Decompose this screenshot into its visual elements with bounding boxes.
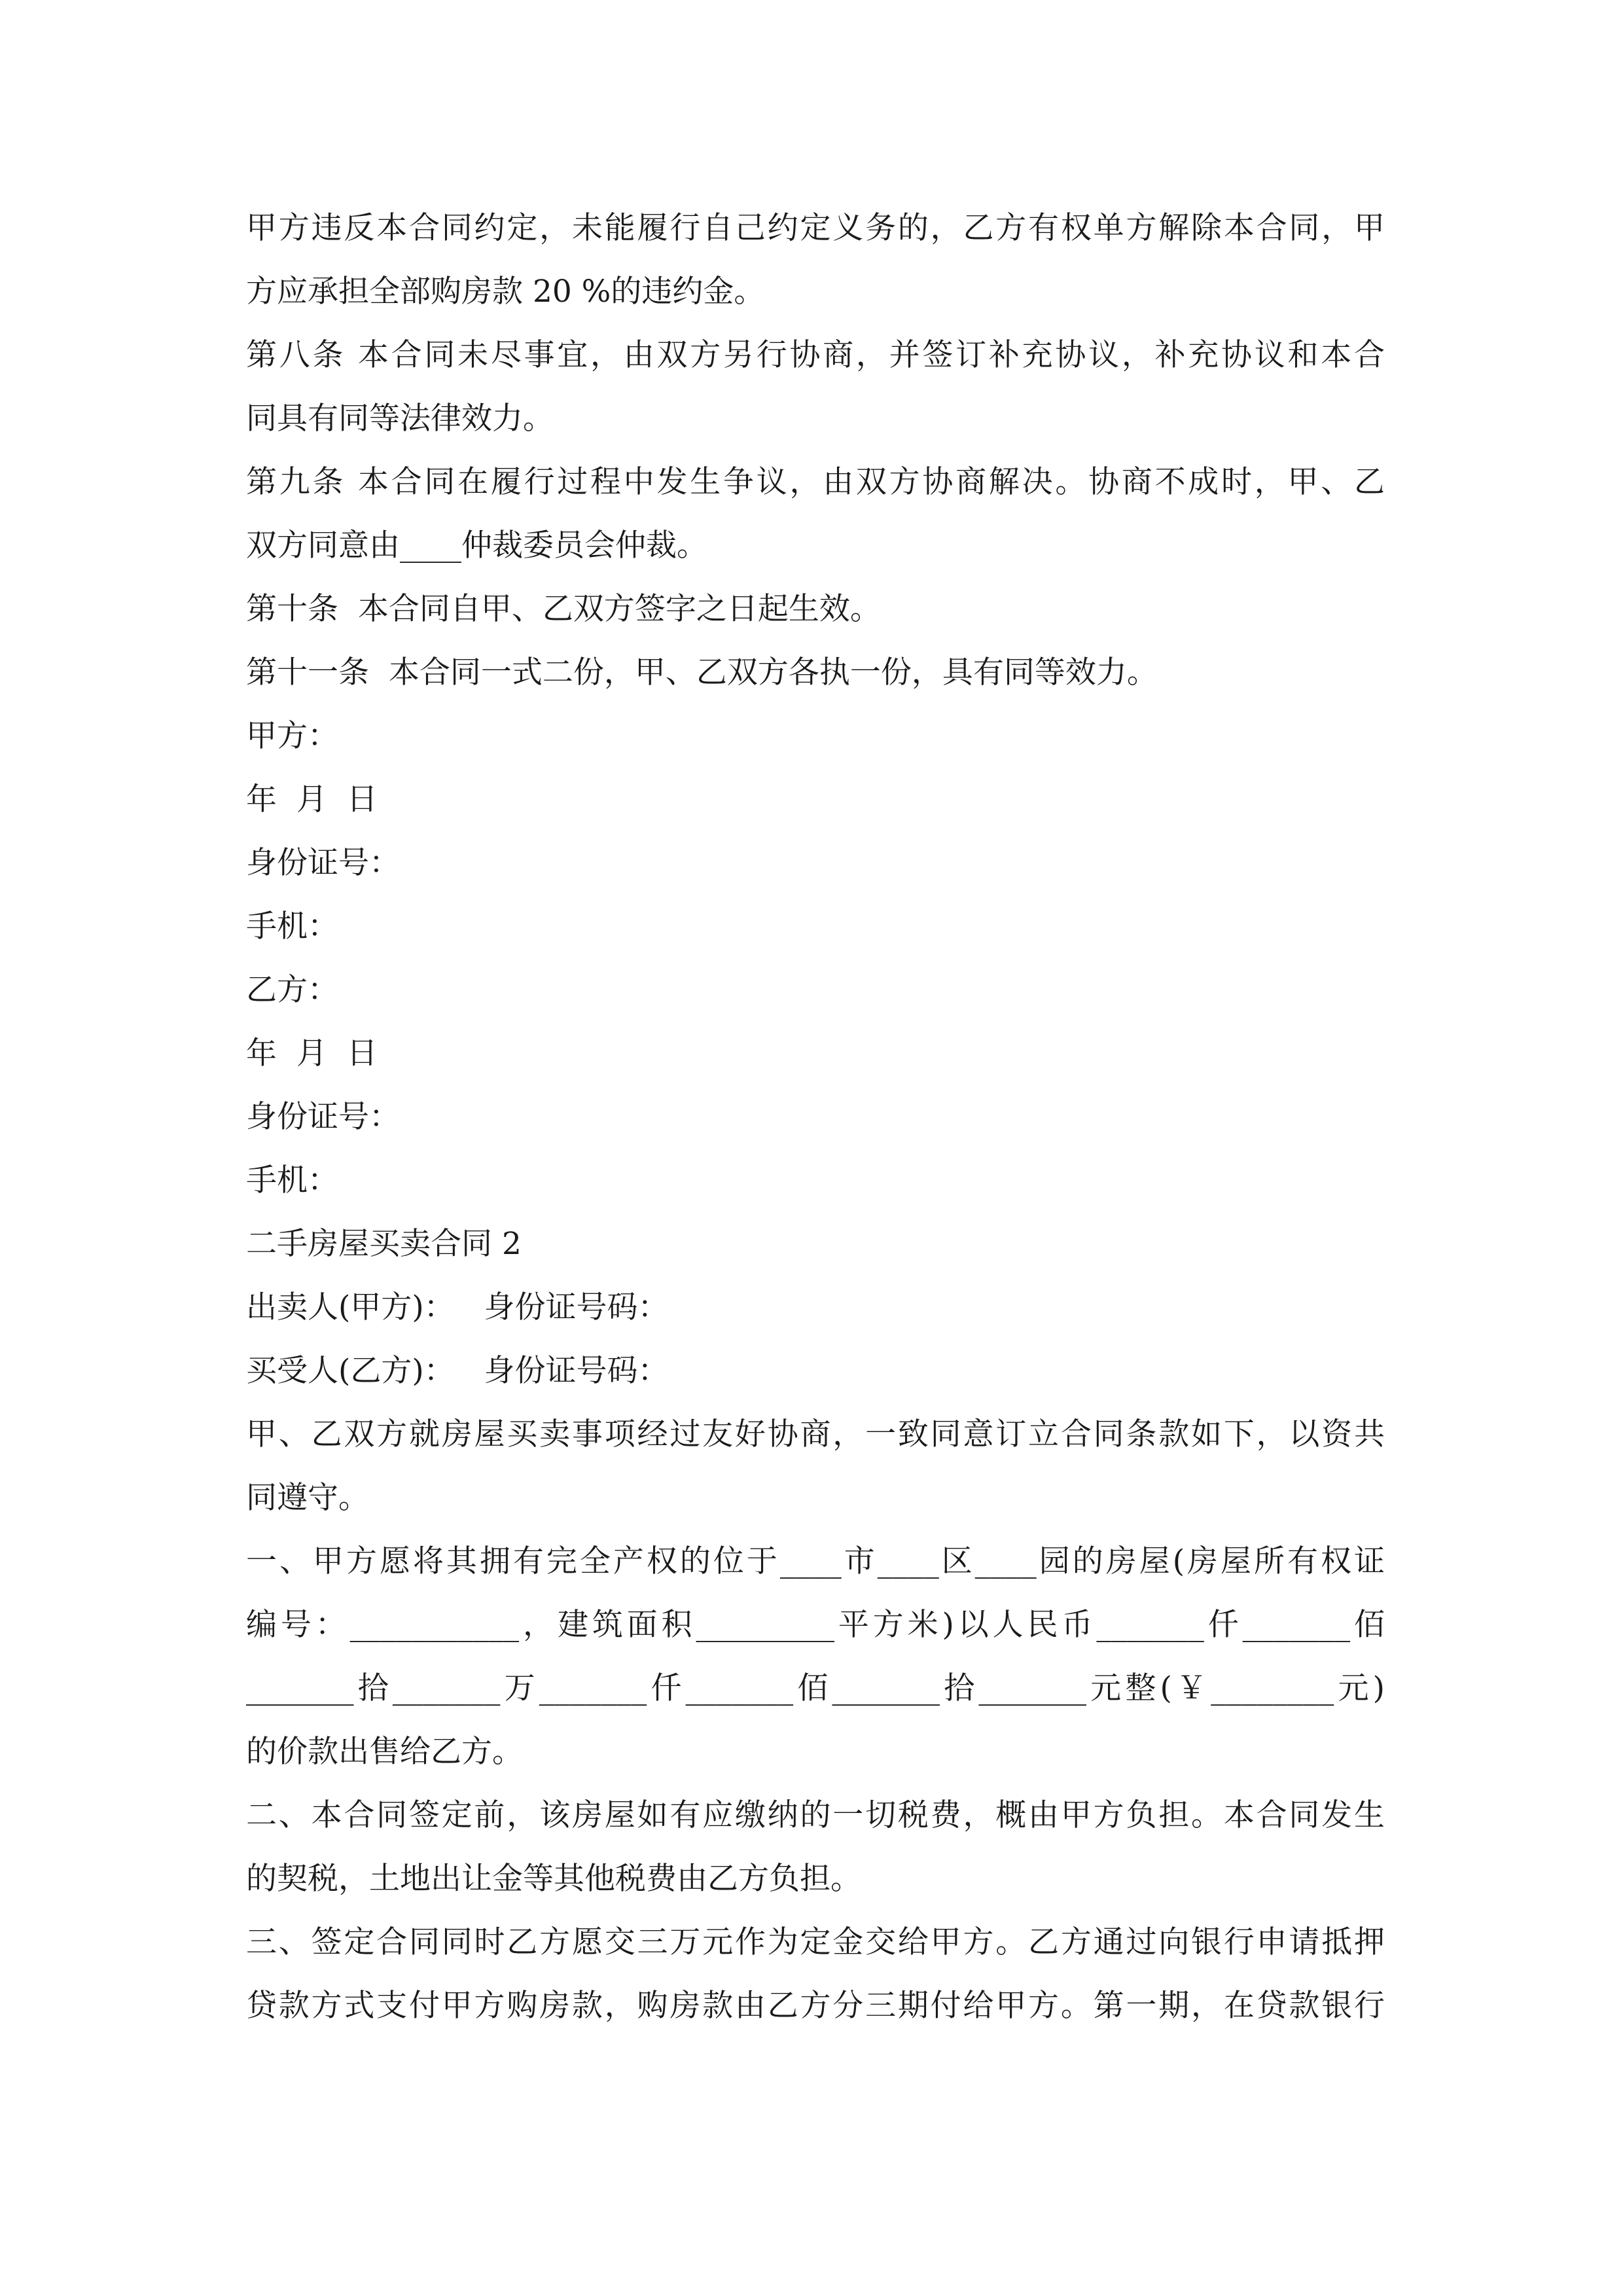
text-line: 年 月 日: [246, 1035, 378, 1071]
text-line: 的契税，土地出让金等其他税费由乙方负担。: [246, 1861, 861, 1897]
document-body: [246, 196, 1385, 2037]
text-line: 贷款方式支付甲方购房款，购房款由乙方分三期付给甲方。第一期，在贷款银行: [246, 1988, 1385, 2024]
text-line: 第九条 本合同在履行过程中发生争议，由双方协商解决。协商不成时，甲、乙: [246, 464, 1385, 500]
text-line: 编号：___________，建筑面积_________平方米)以人民币_______仟_______佰: [246, 1607, 1385, 1643]
text-line: 手机：: [246, 908, 338, 944]
text-line: 买受人(乙方)： 身份证号码：: [246, 1353, 669, 1389]
text-line: 的价款出售给乙方。: [246, 1734, 523, 1770]
text-line: 二、本合同签定前，该房屋如有应缴纳的一切税费，概由甲方负担。本合同发生: [246, 1797, 1385, 1833]
text-line: 同具有同等法律效力。: [246, 401, 554, 437]
text-line: 三、签定合同同时乙方愿交三万元作为定金交给甲方。乙方通过向银行申请抵押: [246, 1924, 1385, 1960]
text-line: 出卖人(甲方)： 身份证号码：: [246, 1289, 669, 1325]
text-line: 身份证号：: [246, 1099, 400, 1135]
text-line: _______拾_______万_______仟_______佰_______拾_______元整(￥________元): [246, 1670, 1385, 1706]
text-line: 乙方：: [246, 972, 338, 1008]
text-line: 甲方：: [246, 718, 338, 754]
text-line: 身份证号：: [246, 845, 400, 881]
section-title: 二手房屋买卖合同 2: [246, 1226, 522, 1262]
text-line: 甲、乙双方就房屋买卖事项经过友好协商，一致同意订立合同条款如下，以资共: [246, 1416, 1385, 1452]
text-line: 第十一条 本合同一式二份，甲、乙双方各执一份，具有同等效力。: [246, 655, 1158, 691]
text-line: 一、甲方愿将其拥有完全产权的位于____市____区____园的房屋(房屋所有权证: [246, 1543, 1385, 1579]
text-line: 年 月 日: [246, 781, 378, 817]
text-line: 甲方违反本合同约定，未能履行自己约定义务的，乙方有权单方解除本合同，甲: [246, 210, 1385, 246]
text-line: 第十条 本合同自甲、乙双方签字之日起生效。: [246, 591, 881, 627]
text-line: 第八条 本合同未尽事宜，由双方另行协商，并签订补充协议，补充协议和本合: [246, 337, 1385, 373]
text-line: 手机：: [246, 1162, 338, 1198]
text-line: 双方同意由____仲裁委员会仲裁。: [246, 528, 707, 564]
text-line: 同遵守。: [246, 1480, 369, 1516]
text-line: 方应承担全部购房款 20 %的违约金。: [246, 274, 765, 310]
